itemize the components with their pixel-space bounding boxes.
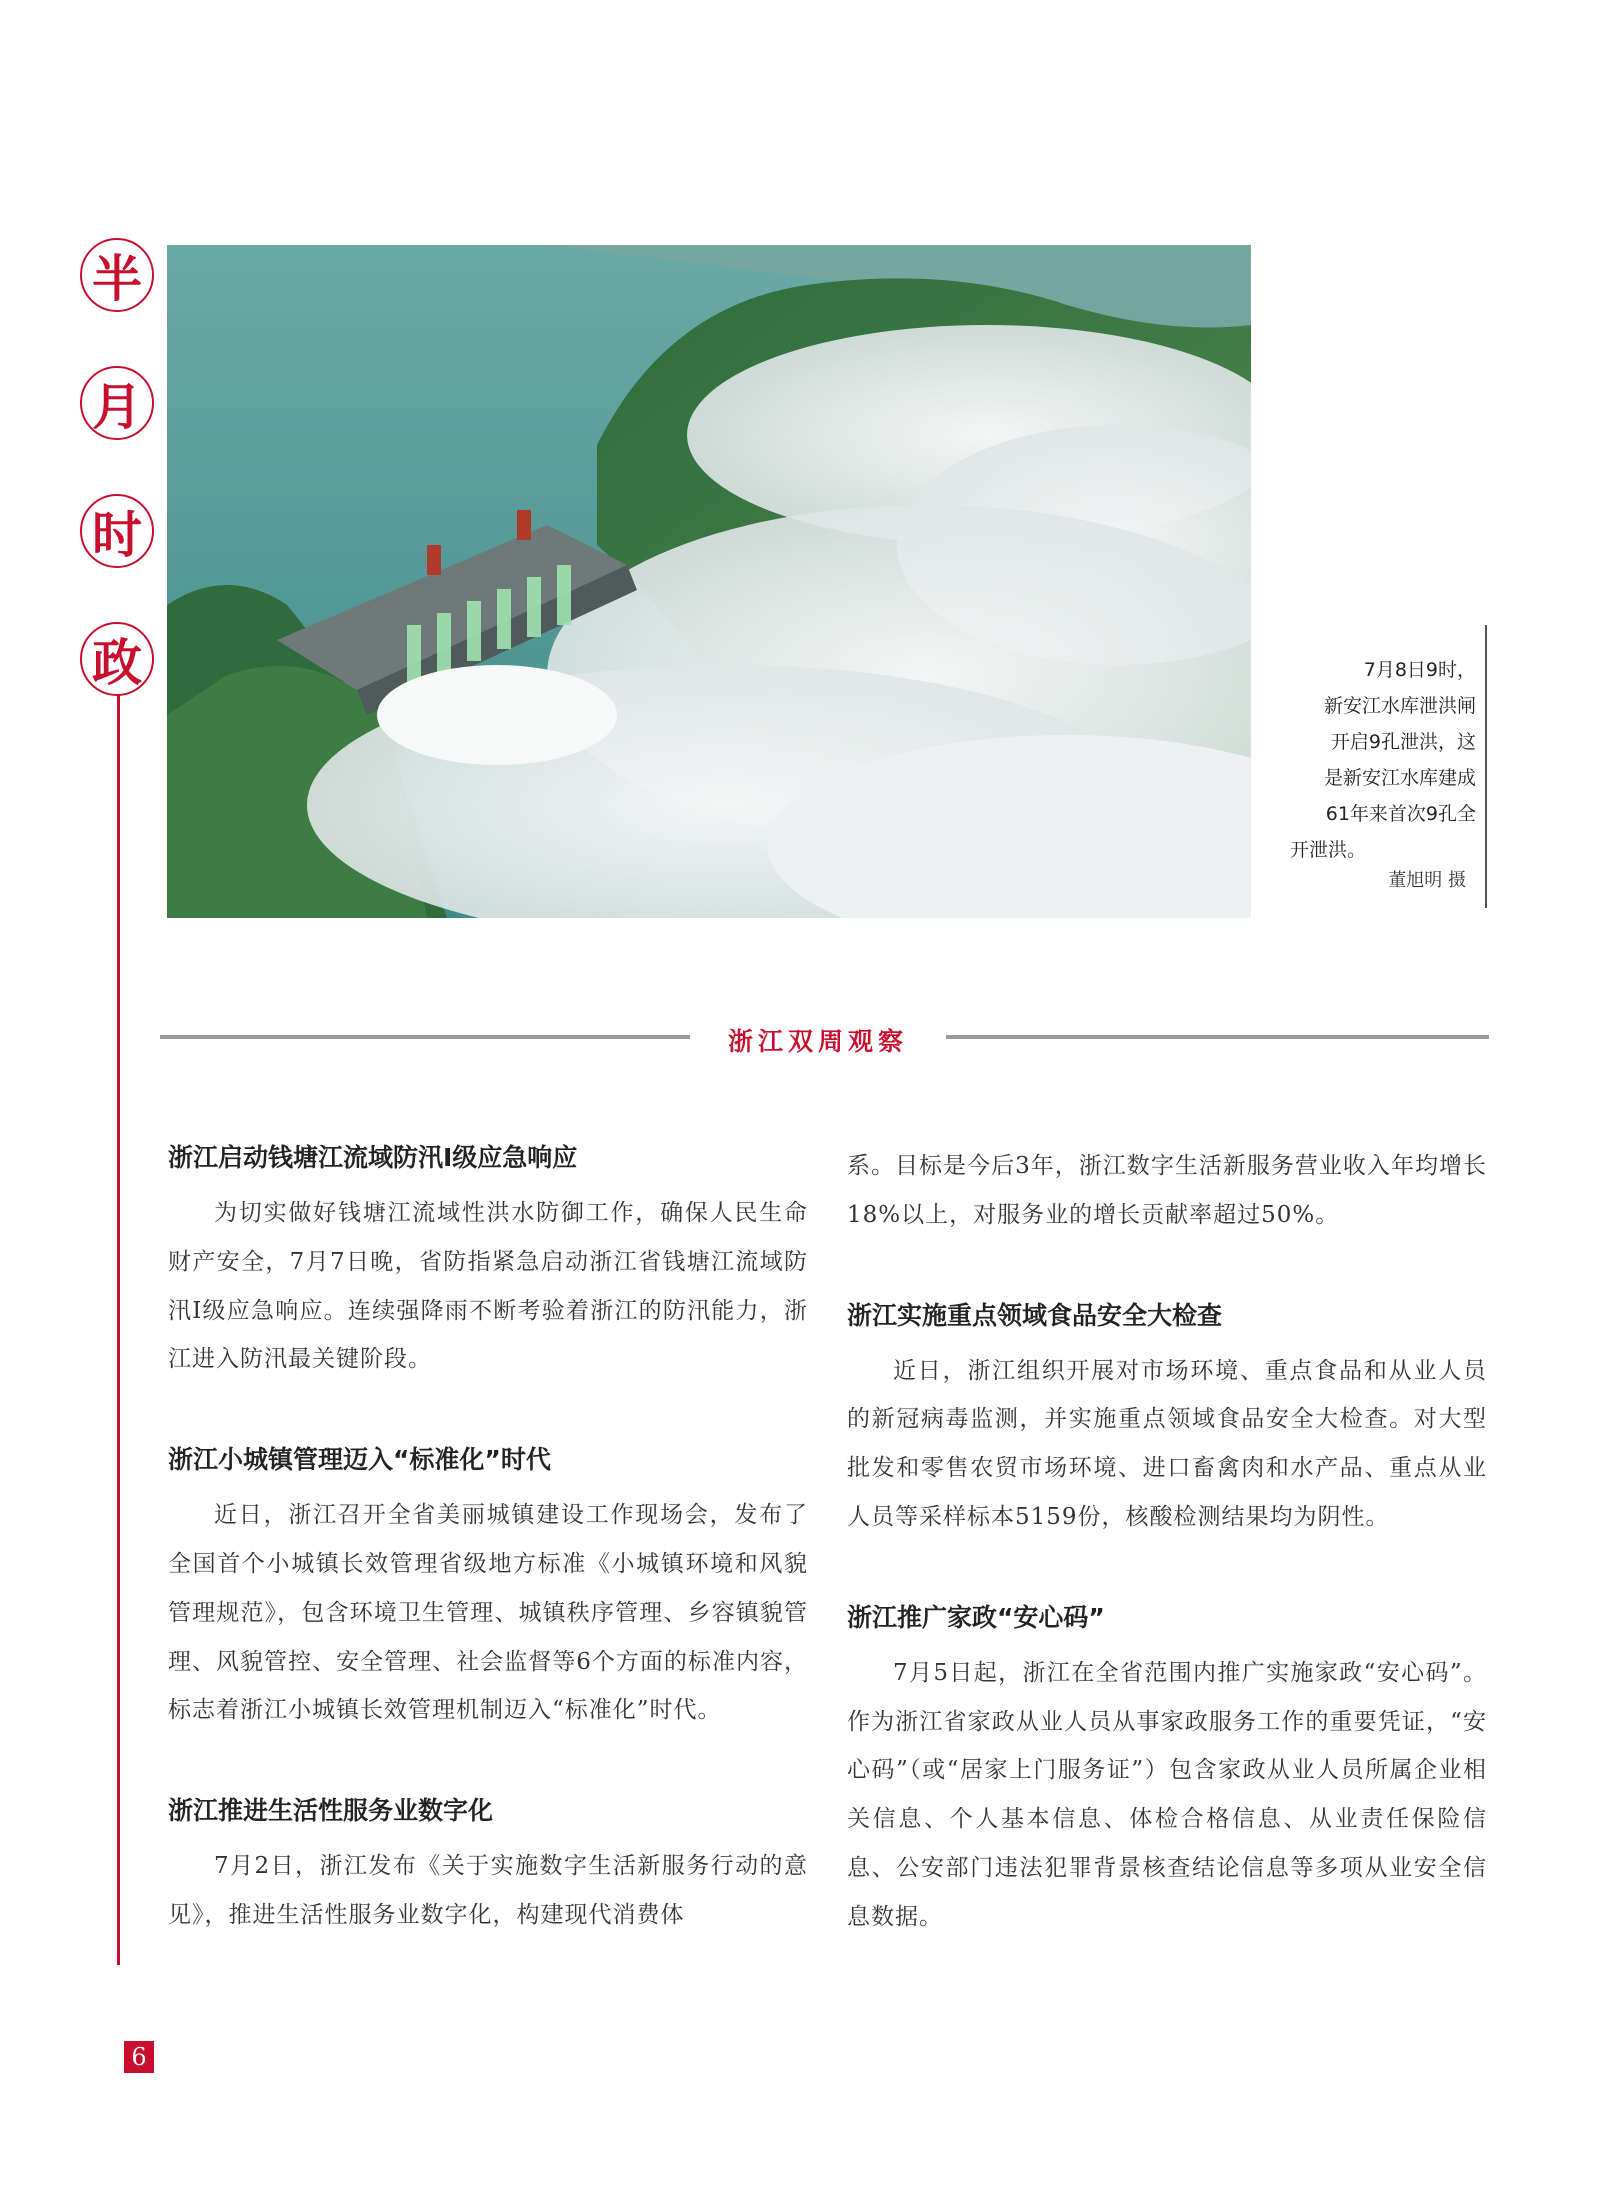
photo-credit: 董旭明 摄 [1388,870,1466,891]
article-body: 近日，浙江组织开展对市场环境、重点食品和从业人员的新冠病毒监测，并实施重点领域食品安全大检查。对大型批发和零售农贸市场环境、进口畜禽肉和水产品、重点从业人员等采样标本5159份，核酸检测结果均为阴性。 [847,1357,1487,1530]
article [168,1442,808,1735]
caption-line: 61年来首次9孔全 [1325,803,1476,825]
left-column [168,1140,808,1998]
photo-caption [1290,652,1476,868]
caption-line: 7月8日9时， [1363,659,1476,681]
article [168,1793,808,1940]
dam-photo [167,245,1251,918]
article-body-continued: 系。目标是今后3年，浙江数字生活新服务营业收入年均增长18%以上，对服务业的增长贡献率超过50%。 [847,1153,1487,1228]
article [847,1298,1487,1542]
article-body: 7月5日起，浙江在全省范围内推广实施家政“安心码”。作为浙江省家政从业人员从事家政服务工作的重要凭证，“安心码”（或“居家上门服务证”）包含家政从业人员所属企业相关信息、个人基本信息、体检合格信息、从业责任保险信息、公安部门违法犯罪背景核查结论信息等多项从业安全信息数据。 [847,1659,1487,1930]
page-number: 6 [124,2041,154,2073]
caption-line: 新安江水库泄洪闸 [1323,695,1476,717]
column-char-badge: 月 [80,366,154,440]
caption-line: 开泄洪。 [1290,839,1367,861]
article-title: 浙江启动钱塘江流域防汛Ⅰ级应急响应 [168,1143,578,1172]
article-body: 7月2日，浙江发布《关于实施数字生活新服务行动的意见》，推进生活性服务业数字化，构建现代消费体 [168,1853,808,1928]
caption-line: 开启9孔泄洪，这 [1330,731,1476,753]
article [168,1140,808,1384]
caption-line: 是新安江水库建成 [1323,767,1476,789]
column-char-badge: 政 [80,622,154,696]
vertical-red-rule [117,695,120,1965]
article [847,1600,1487,1942]
section-title: 浙江双周观察 [727,1027,908,1056]
right-column [847,1142,1487,2000]
article-title: 浙江实施重点领域食品安全大检查 [847,1300,1223,1330]
article-title: 浙江小城镇管理迈入“标准化”时代 [168,1445,551,1475]
column-name-badges [80,238,158,750]
dam-illustration [167,245,1251,918]
article-body: 近日，浙江召开全省美丽城镇建设工作现场会，发布了全国首个小城镇长效管理省级地方标准《小城镇环境和风貌管理规范》，包含环境卫生管理、城镇秩序管理、乡容镇貌管理、风貌管控、安全管理、社会监督等6个方面的标准内容，标志着浙江小城镇长效管理机制迈入“标准化”时代。 [168,1502,808,1724]
column-char-badge: 时 [80,494,154,568]
article-continuation [847,1142,1487,1240]
section-rule-right [946,1035,1489,1039]
article-title: 浙江推广家政“安心码” [847,1602,1105,1632]
column-char-badge: 半 [80,238,154,312]
article-body: 为切实做好钱塘江流域性洪水防御工作，确保人民生命财产安全，7月7日晚，省防指紧急启动浙江省钱塘江流域防汛Ⅰ级应急响应。连续强降雨不断考验着浙江的防汛能力，浙江进入防汛最关键阶段。 [168,1200,808,1373]
section-rule-left [160,1035,690,1039]
article-title: 浙江推进生活性服务业数字化 [168,1796,494,1826]
caption-divider [1485,625,1487,908]
